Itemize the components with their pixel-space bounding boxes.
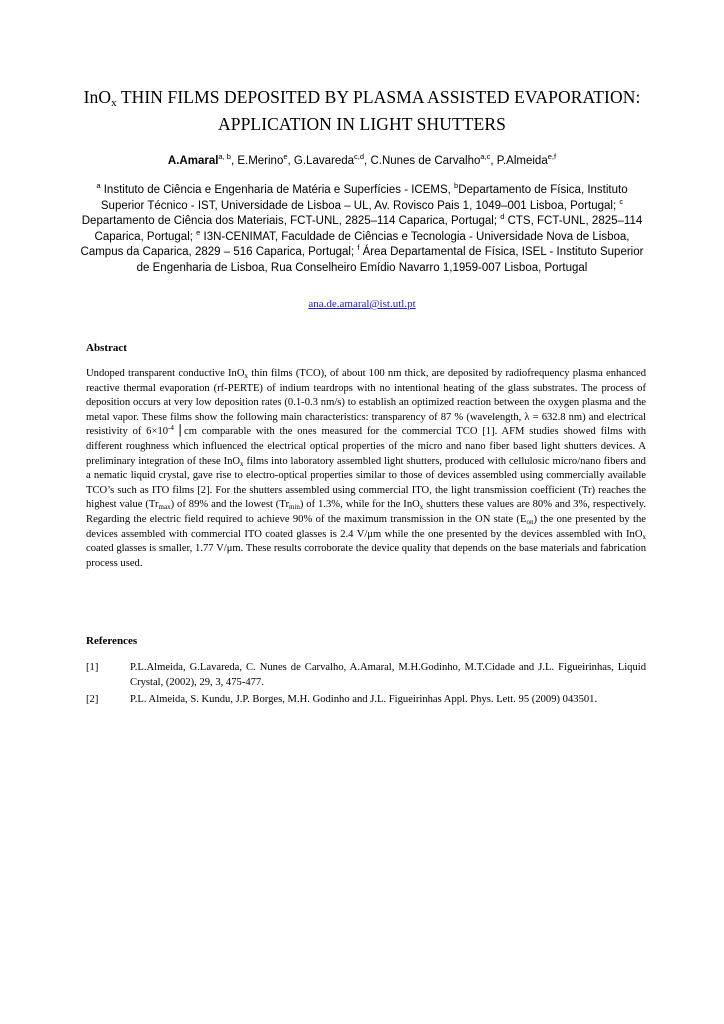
reference-text: P.L.Almeida, G.Lavareda, C. Nunes de Carvalho, A.Amaral, M.H.Godinho, M.T.Cidade and J.L. Figueirinhas, Liquid Crystal, (2002), 29, 3, 475-477. [130,662,646,688]
author-affil-sup: c,d [354,152,365,161]
author-name: E.Merino [237,155,284,167]
reference-number: [2] [86,694,99,706]
author-affil-sup: e,f [547,152,557,161]
email-link[interactable]: ana.de.amaral@ist.utl.pt [308,298,416,310]
author-affil-sup: a,c [480,152,491,161]
contact-email [70,298,654,310]
author-name: G.Lavareda [293,155,355,167]
author-affil-sup: a, b [218,152,231,161]
author-list: A.Amaral$^{a, b}$, E.Merino$^e$, G.Lavareda$^{c,d}$, C.Nunes de Carvalho$^{a,c}$, P.Almeida$^{e,f}$ [167,152,557,167]
title-line-1: InO$_x$ THIN FILMS DEPOSITED BY PLASMA ASSISTED EVAPORATION: [83,87,641,109]
affiliations: $^a$ Instituto de Ciência e Engenharia de Matéria e Superfícies - ICEMS, $^b$Departamento de Física, Instituto Superior Técnico - IST, Universidade de Lisboa – UL, Av. Rovisco Pais 1, 1049–001 Lisboa, Portugal; $^c$ Departamento de Ciência dos Materiais, FCT-UNL, 2825–114 Caparica, Portugal; $^d$ CTS, FCT-UNL, 2825–114 Caparica, Portugal; $^e$ I3N-CENIMAT, Faculdade de Ciências e Tecnologia - Universidade Nova de Lisboa, Campus da Caparica, 2829 – 516 Caparica, Portugal; $^f$ Área Departamental de Física, ISEL - Instituto Superior de Engenharia de Lisboa, Rua Conselheiro Emídio Navarro 1,1959-007 Lisboa, Portugal [80,181,644,274]
reference-number: [1] [86,662,99,673]
abstract-heading: Abstract [86,342,127,354]
title-line-2: APPLICATION IN LIGHT SHUTTERS [218,114,506,134]
paper-title [70,84,654,138]
reference-list [86,661,646,711]
author-name: A.Amaral [167,155,219,167]
reference-item [86,693,646,708]
author-affil-sup: e [283,152,288,161]
reference-item [86,661,646,690]
references-heading: References [86,635,138,647]
author-name: C.Nunes de Carvalho [370,155,481,167]
abstract-body: Undoped transparent conductive InO$_x$ thin films (TCO), of about 100 nm thick, are deposited by radiofrequency plasma enhanced reactive thermal evaporation (rf-PERTE) of indium teardrops with no intentional heating of the glass substrates. The process of deposition occurs at very low deposition rates (0.1-0.3 nm/s) to establish an optimized reaction between the oxygen plasma and the metal vapor. These films show the following main characteristics: transparency of 87 % (wavelength, λ = 632.8 nm) and electrical resistivity of $6\times 10^{-4}$ ⎢cm comparable with the ones measured for the commercial TCO [1]. AFM studies showed films with different roughness which influenced the electrical optical properties of the micro and nano fiber based light shutters devices. A preliminary integration of these InO$_x$ films into laboratory assembled light shutters, produced with cellulosic micro/nano fibers and a nematic liquid crystal, gave rise to electro-optical properties similar to those of devices assembled using commercially available TCO’s such as ITO films [2]. For the shutters assembled using commercial ITO, the light transmission coefficient (Tr) reaches the highest value $(Tr_{max})$ of 89% and the lowest $(Tr_{min})$ of 1.3%, while for the InO$_x$ shutters these values are 80% and 3%, respectively. Regarding the electric field required to achieve 90% of the maximum transmission in the ON state $(E_{on})$ the one presented by the devices assembled with commercial ITO coated glasses is 2.4 V/μm while the one presented by the devices assembled with InO$_x$ coated glasses is smaller, 1.77 V/μm. These results corroborate the device quality that depends on the base materials and fabrication process used. [86,368,647,569]
reference-text: P.L. Almeida, S. Kundu, J.P. Borges, M.H. Godinho and J.L. Figueirinhas Appl. Phys. Lett. 95 (2009) 043501. [130,694,598,706]
author-name: P.Almeida [496,155,548,167]
